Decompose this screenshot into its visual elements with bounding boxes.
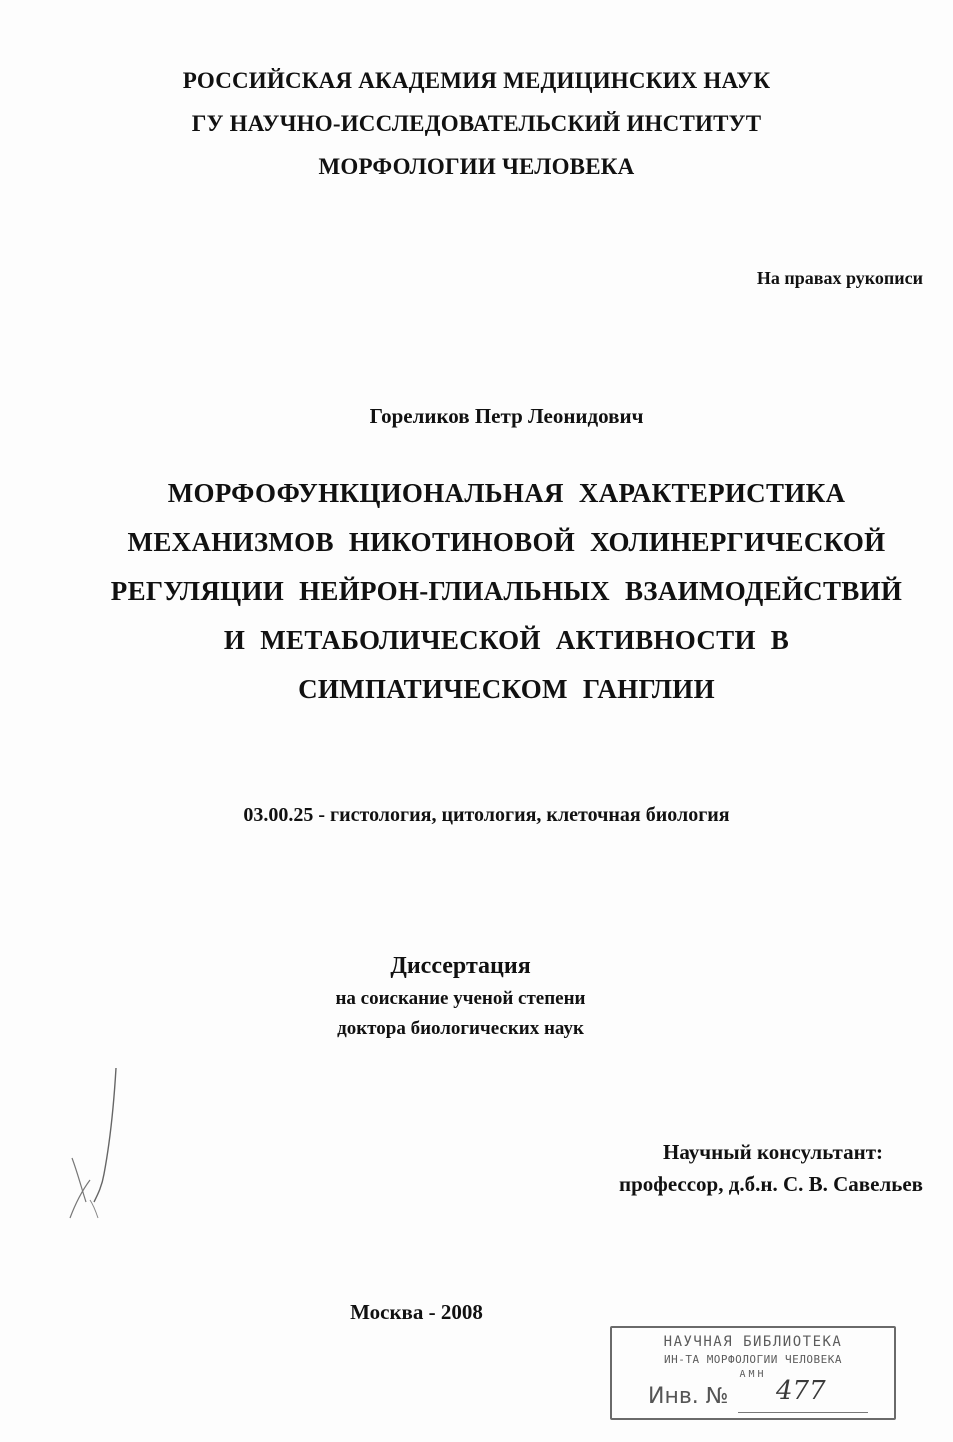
title-line-2: МЕХАНИЗМОВ НИКОТИНОВОЙ ХОЛИНЕРГИЧЕСКОЙ	[127, 527, 886, 557]
title-line-5: СИМПАТИЧЕСКОМ ГАНГЛИИ	[298, 674, 715, 704]
consultant-name: профессор, д.б.н. С. В. Савельев	[619, 1172, 923, 1196]
manuscript-note: На правах рукописи	[756, 268, 923, 288]
stamp-line-1: НАУЧНАЯ БИБЛИОТЕКА	[663, 1334, 843, 1350]
degree-line-1: на соискание ученой степени	[335, 988, 586, 1009]
consultant-label: Научный консультант:	[663, 1140, 883, 1164]
author-name: Гореликов Петр Леонидович	[369, 404, 644, 428]
stamp-underline	[738, 1412, 868, 1413]
title-line-4: И МЕТАБОЛИЧЕСКОЙ АКТИВНОСТИ В	[223, 625, 790, 655]
institution-line-2: ГУ НАУЧНО-ИССЛЕДОВАТЕЛЬСКИЙ ИНСТИТУТ	[191, 111, 762, 136]
title-line-1: МОРФОФУНКЦИОНАЛЬНАЯ ХАРАКТЕРИСТИКА	[167, 478, 846, 508]
institution-line-3: МОРФОЛОГИИ ЧЕЛОВЕКА	[318, 154, 635, 179]
library-stamp	[610, 1326, 896, 1420]
specialty-code: 03.00.25 - гистология, цитология, клеточная биология	[243, 804, 730, 826]
institution-line-1: РОССИЙСКАЯ АКАДЕМИЯ МЕДИЦИНСКИХ НАУК	[182, 68, 771, 93]
stamp-line-3: АМН	[739, 1369, 767, 1380]
stamp-line-2: ИН-ТА МОРФОЛОГИИ ЧЕЛОВЕКА	[663, 1353, 843, 1366]
title-line-3: РЕГУЛЯЦИИ НЕЙРОН-ГЛИАЛЬНЫХ ВЗАИМОДЕЙСТВИЙ	[110, 576, 903, 606]
dissertation-heading: Диссертация	[390, 953, 531, 979]
margin-pencil-mark	[60, 1062, 130, 1242]
stamp-inventory-label: Инв. №	[648, 1384, 729, 1409]
city-year: Москва - 2008	[350, 1300, 483, 1324]
degree-line-2: доктора биологических наук	[337, 1018, 584, 1039]
stamp-inventory-number: 477	[776, 1376, 826, 1406]
